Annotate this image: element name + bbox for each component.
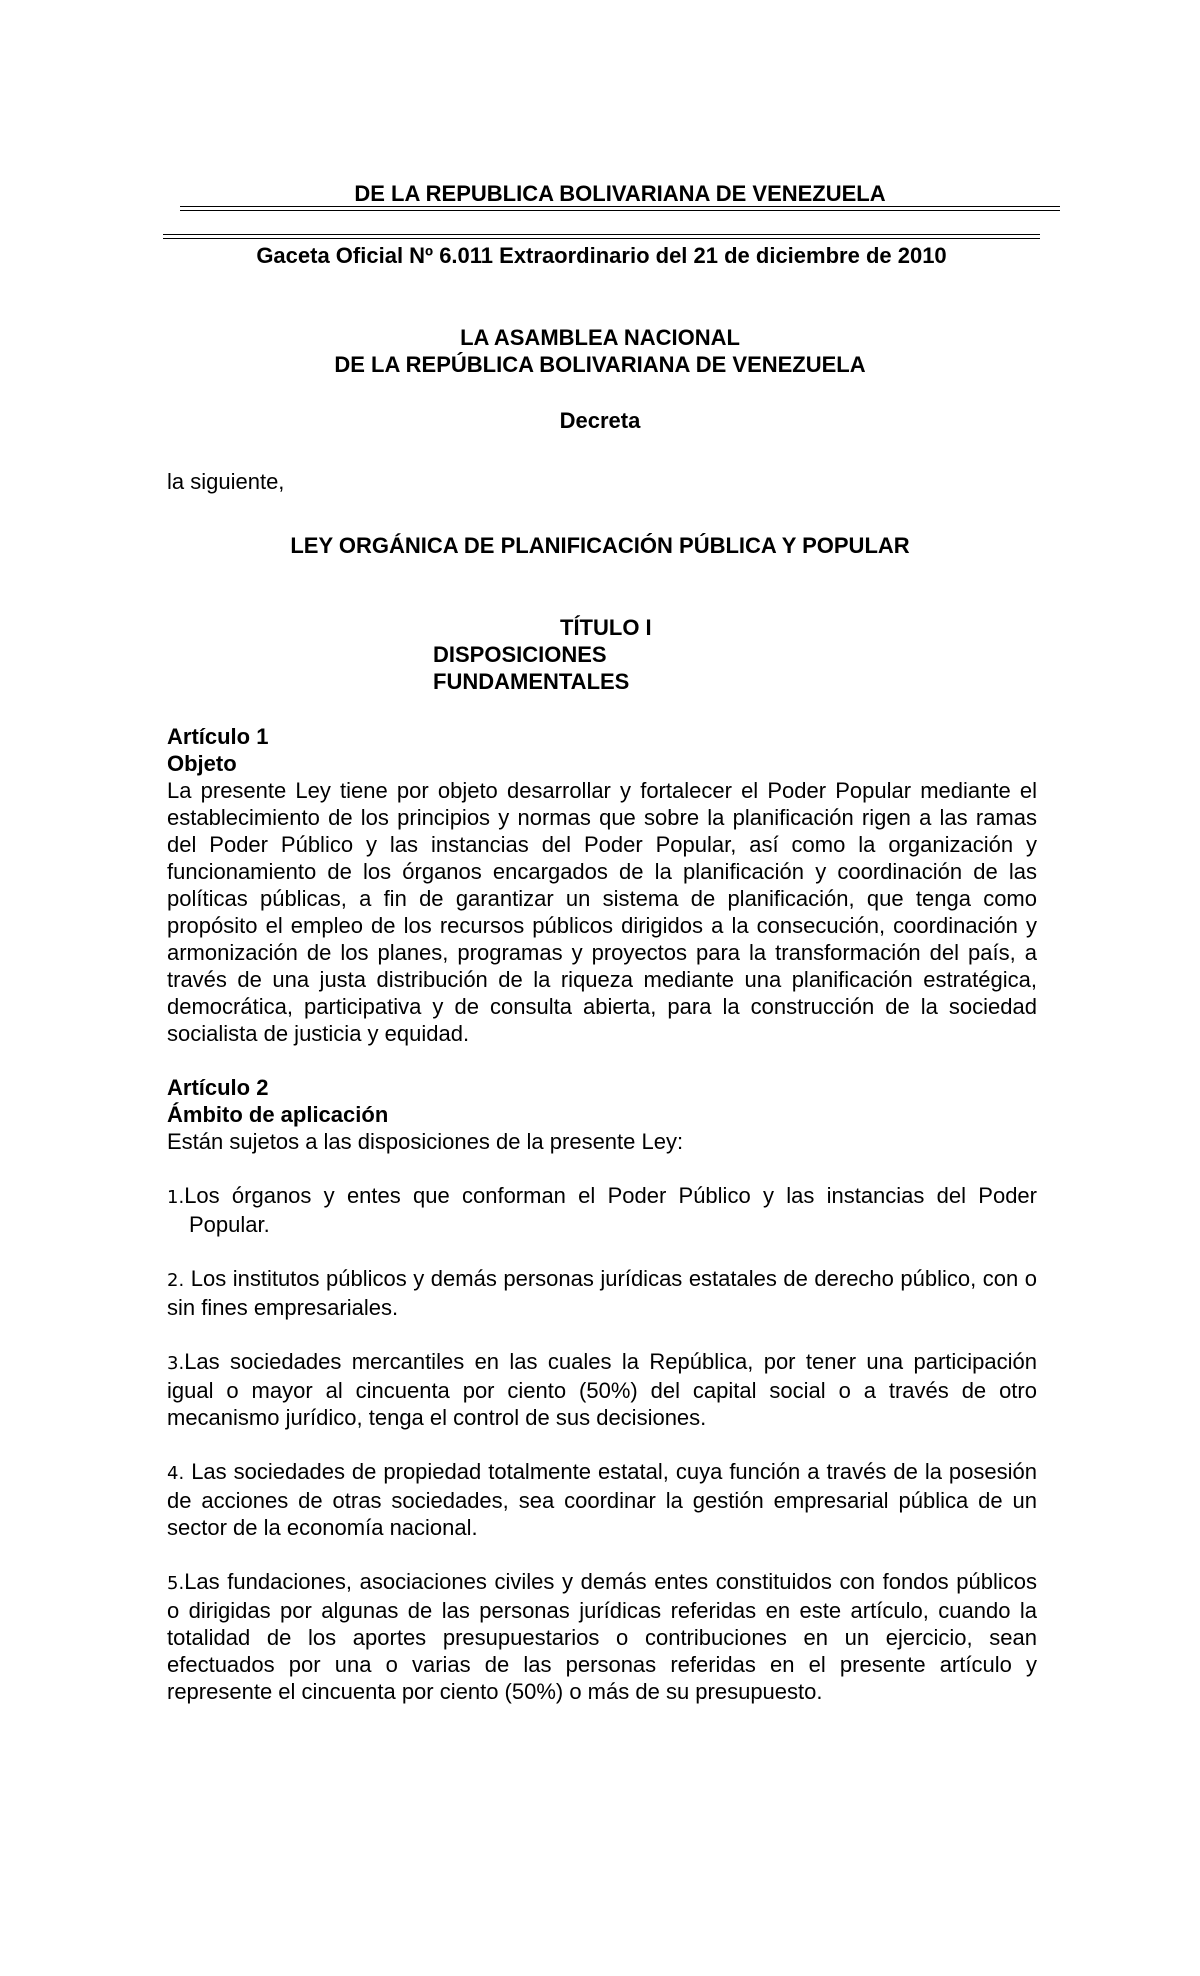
gaceta-reference: Gaceta Oficial Nº 6.011 Extraordinario del 21 de diciembre de 2010	[256, 243, 947, 268]
titulo-number: TÍTULO I	[560, 615, 652, 640]
list-item	[167, 1458, 1037, 1541]
article-subheading: Ámbito de aplicación	[167, 1102, 389, 1127]
law-title: LEY ORGÁNICA DE PLANIFICACIÓN PÚBLICA Y POPULAR	[290, 533, 910, 558]
article-text: Están sujetos a las disposiciones de la presente Ley:	[167, 1129, 684, 1154]
header-rule-bottom	[163, 234, 1040, 239]
list-item-text: Los institutos públicos y demás personas jurídicas estatales de derecho público, con o sin fines empresariales.	[167, 1266, 1037, 1320]
list-item-text: Las sociedades mercantiles en las cuales la República, por tener una participación igual o mayor al cincuenta por ciento (50%) del capital social o a través de otro mecanismo jurídico, tenga el control de sus decisiones.	[167, 1349, 1037, 1430]
list-item-number: 3.	[167, 1353, 185, 1374]
article-text: La presente Ley tiene por objeto desarrollar y fortalecer el Poder Popular mediante el establecimiento de los principios y normas que sobre la planificación rigen a las ramas del Poder Público y las instancias del Poder Popular, así como la organización y funcionamiento de los órganos encargados de la planificación y coordinación de las políticas públicas, a fin de garantizar un sistema de planificación, que tenga como propósito el empleo de los recursos públicos dirigidos a la consecución, coordinación y armonización de los planes, programas y proyectos para la transformación del país, a través de una justa distribución de la riqueza mediante una planificación estratégica, democrática, participativa y de consulta abierta, para la construcción de la sociedad socialista de justicia y equidad.	[167, 778, 1037, 1046]
list-item-number: 5.	[167, 1573, 185, 1594]
list-item	[167, 1348, 1037, 1431]
titulo-name	[433, 641, 629, 695]
article-heading: Artículo 2	[167, 1075, 269, 1100]
issuer-line-1: LA ASAMBLEA NACIONAL	[460, 325, 740, 350]
list-item	[167, 1265, 1037, 1321]
list-item-text: Las fundaciones, asociaciones civiles y demás entes constituidos con fondos públicos o dirigidas por algunas de las personas jurídicas referidas en este artículo, cuando la totalidad de los aportes presupuestarios o contribuciones en un ejercicio, sean efectuados por una o varias de las personas referidas en el presente artículo y represente el cincuenta por ciento (50%) o más de su presupuesto.	[167, 1569, 1037, 1704]
intro-text: la siguiente,	[167, 469, 285, 494]
issuer-block	[160, 324, 1040, 378]
list-item-number: 4.	[167, 1463, 185, 1484]
list-item-number: 1.	[167, 1187, 185, 1208]
header-rule-top	[180, 206, 1060, 211]
list-item	[167, 1182, 1037, 1238]
republic-header: DE LA REPUBLICA BOLIVARIANA DE VENEZUELA	[354, 181, 886, 206]
article-2	[167, 1074, 1037, 1705]
article-heading: Artículo 1	[167, 724, 269, 749]
article-subheading: Objeto	[167, 751, 237, 776]
list-item	[167, 1568, 1037, 1705]
decreta-label: Decreta	[559, 408, 641, 433]
articles-content	[167, 723, 1037, 1732]
list-item-number: 2.	[167, 1270, 185, 1291]
list-item-text: Los órganos y entes que conforman el Poder Público y las instancias del Poder Popular.	[184, 1183, 1037, 1237]
list-item-text: Las sociedades de propiedad totalmente estatal, cuya función a través de la posesión de acciones de otras sociedades, sea coordinar la gestión empresarial pública de un sector de la economía nacional.	[167, 1459, 1037, 1540]
issuer-line-2: DE LA REPÚBLICA BOLIVARIANA DE VENEZUELA	[334, 352, 866, 377]
titulo-name-line-1: DISPOSICIONES	[433, 642, 607, 667]
article-1	[167, 723, 1037, 1047]
titulo-name-line-2: FUNDAMENTALES	[433, 669, 630, 694]
